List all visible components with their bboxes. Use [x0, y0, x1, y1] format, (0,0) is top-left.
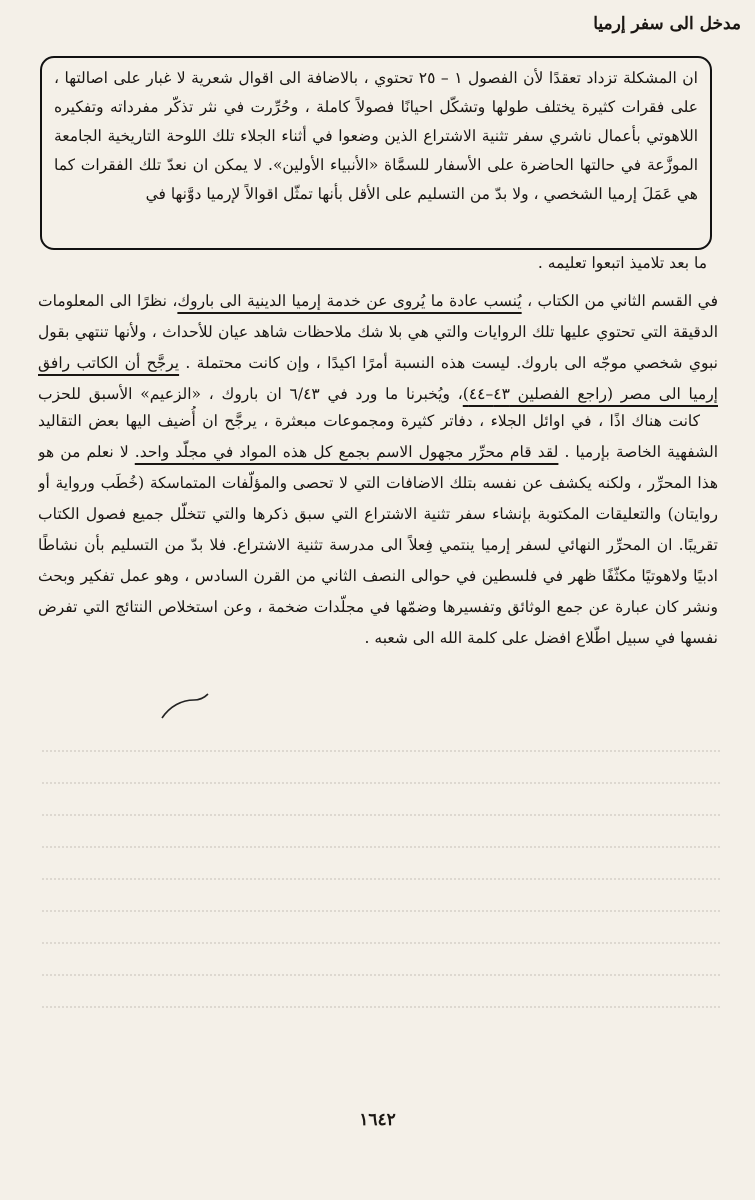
paragraph-text: لا نعلم من هو هذا المحرِّر ، ولكنه يكشف عن نفسه بتلك الاضافات التي لا تحصى والمؤلّفات المتماسكة (خُطَب ورواية أو روايتان) والتعليقات المكتوبة بإنشاء سفر تثنية الاشتراع التي سبق ذكرها والتي تتخلّل جميع فصول الكتاب تقريبًا. ان المحرِّر النهائي لسفر إرميا ينتمي فِعلاً الى مدرسة تثنية الاشتراع. فلا بدّ من التسليم بأن نشاطًا ادبيًا ولاهوتيًا مكثّفًا ظهر في فلسطين في حوالى النصف الثاني من القرن السادس ، وهو عمل تفكير وبحث ونشر كان عبارة عن جمع الوثائق وتفسيرها وضمّها في مجلّدات ضخمة ، وعن استخلاص النتائج التي تفرض نفسها في سبيل اطّلاع افضل على كلمة الله الى شعبه .	[38, 443, 718, 647]
paragraph-baruch	[38, 286, 718, 410]
page-number: ١٦٤٢	[359, 1110, 396, 1130]
paragraph-text: ، ويُخبرنا ما ورد في ٦/٤٣ ان باروك ، «الزعيم» الأسبق للحزب	[38, 385, 463, 403]
boxed-passage-continuation: ما بعد تلاميذ اتبعوا تعليمه .	[537, 254, 707, 272]
paragraph-text: كانت هناك اذًا ، في اوائل الجلاء ، دفاتر كثيرة ومجموعات مبعثرة ، يرجَّح ان أُضيف اليها بعض التقاليد الشفهية الخاصة بإرميا .	[38, 412, 718, 461]
paragraph-text: في القسم الثاني من الكتاب ،	[521, 292, 718, 310]
running-header: مدخل الى سفر إرميا	[593, 14, 741, 34]
paragraph-editor	[38, 406, 718, 716]
pen-mark-icon	[160, 688, 210, 724]
boxed-passage-text: ان المشكلة تزداد تعقدًا لأن الفصول ١ – ٢٥ تحتوي ، بالاضافة الى اقوال شعرية لا غبار على اصالتها ، على فقرات كثيرة يختلف طولها وتشكّل احيانًا فصولاً كاملة ، وحُرِّرت في نثر تذكّر مفرداته وتفكيره اللاهوتي بأعمال ناشري سفر تثنية الاشتراع الذين وضعوا في أثناء الجلاء تلك اللوحة التاريخية الجامعة الموزَّعة في حالتها الحاضرة على الأسفار للسمَّاة «الأنبياء الأولين». لا يمكن ان نعدّ تلك الفقرات كما هي عَمَلَ إرميا الشخصي ، ولا بدّ من التسليم على الأقل بأنها تمثّل اقوالاً لإرميا دوَّنها في	[54, 69, 698, 203]
show-through-text	[36, 720, 726, 1020]
underlined-phrase: يُنسب عادة ما يُروى عن خدمة إرميا الدينية الى باروك	[177, 292, 522, 310]
boxed-passage	[40, 56, 712, 250]
paragraph-text: ، نظرًا الى المعلومات الدقيقة التي تحتوي عليها تلك الروايات والتي هي بلا شك ملاحظات شاهد عيان للأحداث ، ولأنها تنتهي بقول نبوي شخصي موجّه الى باروك. ليست هذه النسبة أمرًا اكيدًا ، وإن كانت محتملة .	[38, 292, 718, 372]
underlined-phrase: لقد قام محرِّر مجهول الاسم بجمع كل هذه المواد في مجلّد واحد.	[134, 443, 559, 461]
underlined-phrase: يرجَّح أن الكاتب رافق إرميا الى مصر (راجع الفصلين ٤٣–٤٤)	[38, 354, 718, 403]
